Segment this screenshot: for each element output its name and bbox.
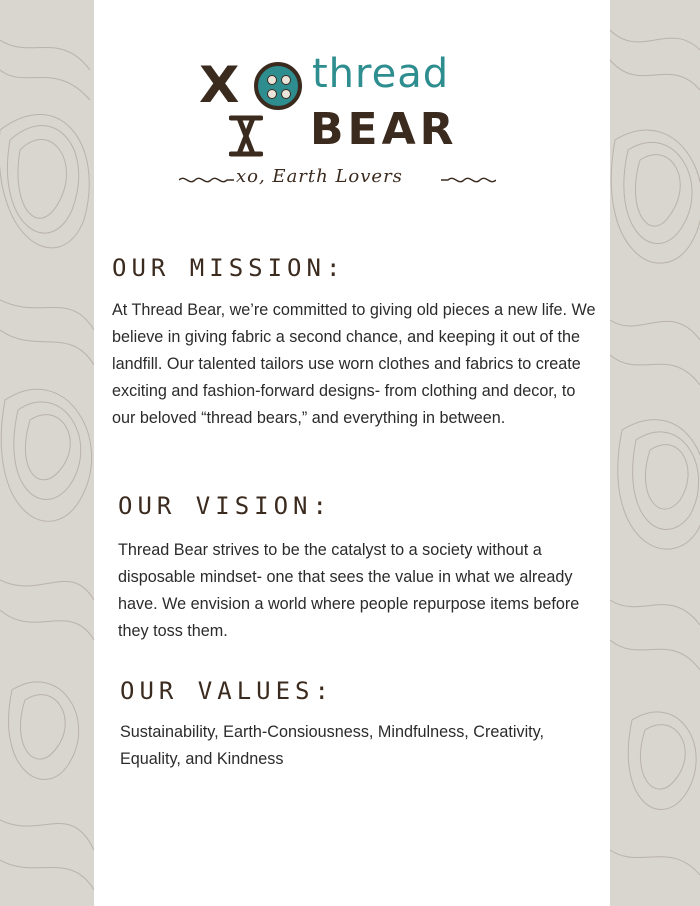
hourglass-icon [229, 114, 263, 158]
tagline-row [179, 166, 509, 194]
vision-heading: OUR VISION: [118, 492, 332, 520]
squiggle-right-icon [441, 174, 496, 186]
tagline-text: xo, Earth Lovers [236, 166, 403, 187]
mission-text: At Thread Bear, we’re committed to giving old pieces a new life. We believe in giving fabric a second chance, and keeping it out of the landfill. Our talented tailors use worn clothes and fabrics to create exciting and fashion-forward designs- from clothing and decor, to our beloved “thread bears,” and everything in between. [112, 301, 596, 427]
vision-text: Thread Bear strives to be the catalyst to a society without a disposable mindset- one that sees the value in what we already have. We envision a world where people repurpose items before they toss them. [118, 541, 580, 640]
logo-x-mark: X [199, 56, 240, 114]
content-page [94, 0, 610, 906]
logo-bear-word: BEAR [310, 104, 458, 155]
squiggle-left-icon [179, 174, 234, 186]
values-text: Sustainability, Earth-Consiousness, Mindfulness, Creativity, Equality, and Kindness [120, 723, 545, 768]
button-icon [254, 62, 302, 110]
logo-thread-word: thread [312, 51, 450, 97]
mission-heading: OUR MISSION: [112, 254, 346, 282]
values-heading: OUR VALUES: [120, 677, 334, 705]
thread-bear-logo [194, 52, 494, 202]
